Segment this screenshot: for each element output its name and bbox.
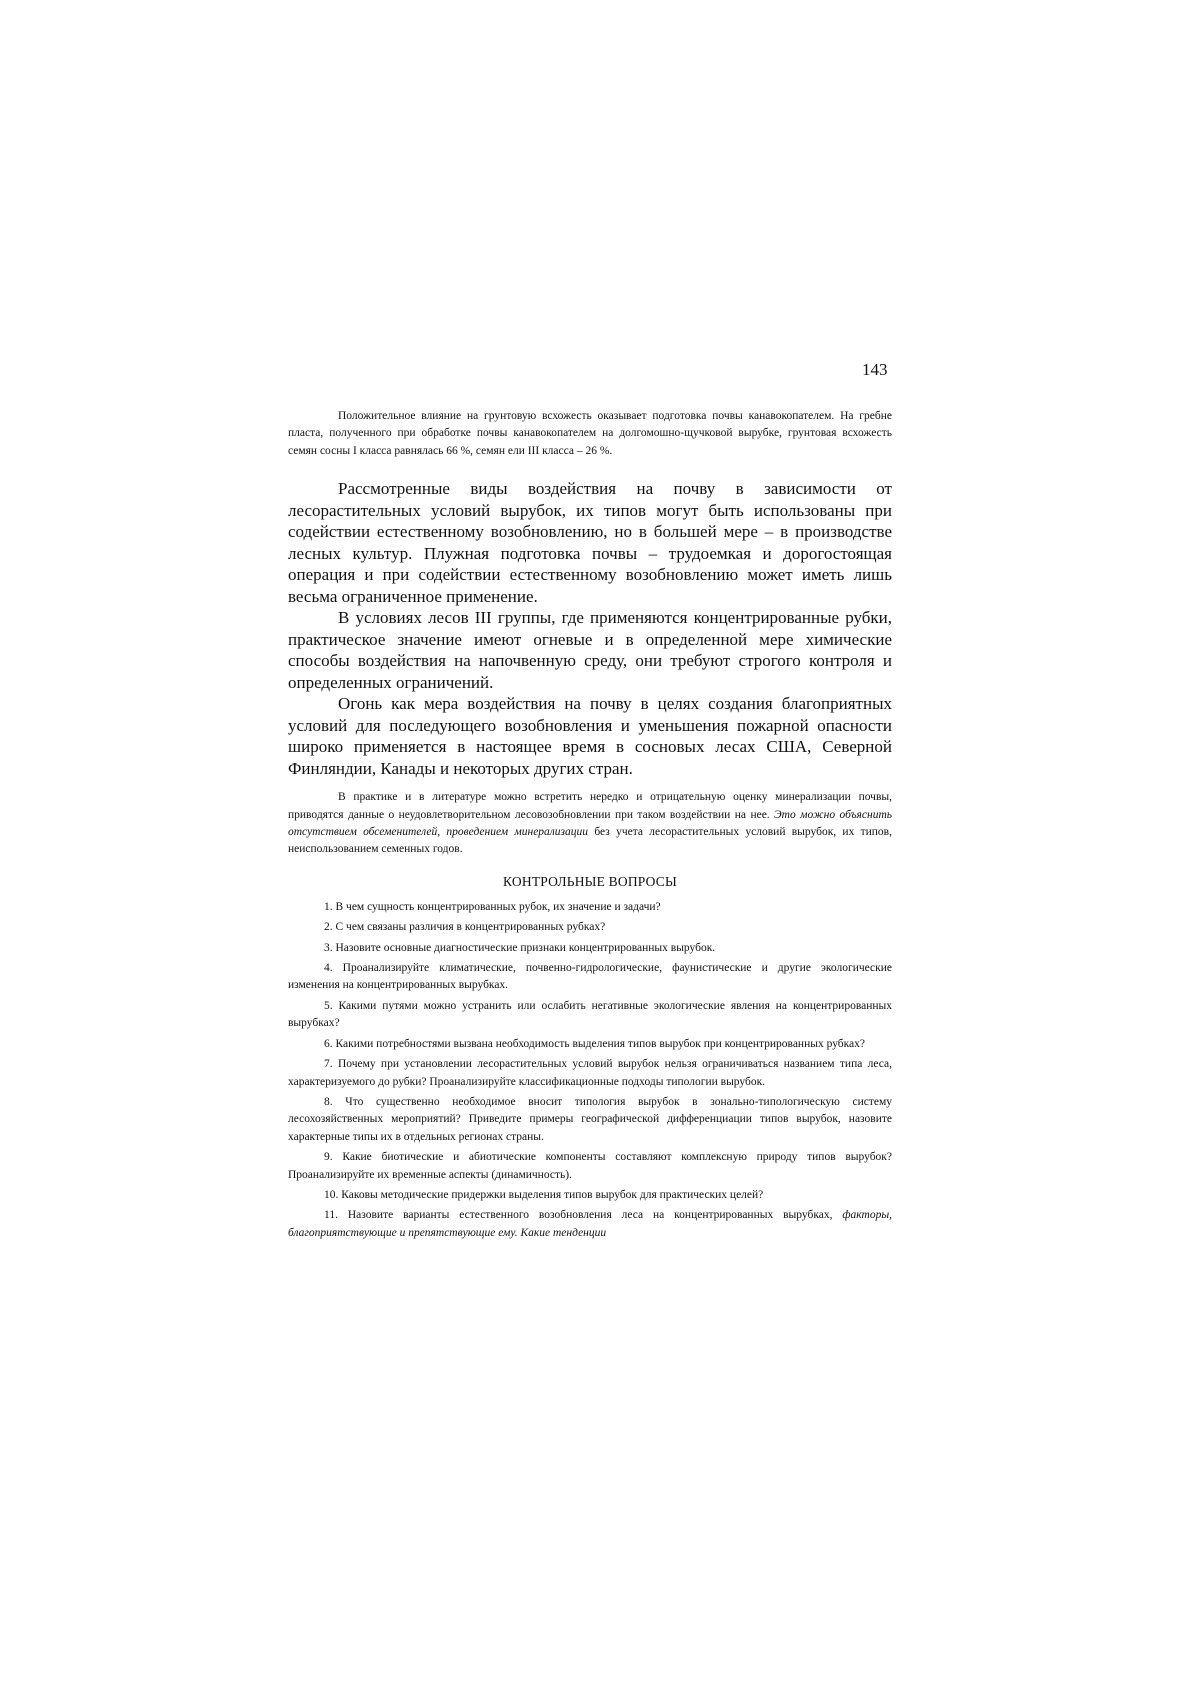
- note-text-part-1: В практике и в литературе можно встретить нередко и отрицательную оценку минерализации почвы, приводятся данные о неудовлетворительном лесовозобновлении при таком воздействии на нее.: [288, 791, 892, 821]
- question-item-6: 6. Какими потребностями вызвана необходимость выделения типов вырубок при концентрированных рубках?: [324, 1037, 866, 1050]
- question-item-4: 4. Проанализируйте климатические, почвенно-гидрологические, фаунистические и другие экологические изменения на концентрированных вырубках.: [288, 962, 892, 992]
- section-title: КОНТРОЛЬНЫЕ ВОПРОСЫ: [503, 873, 677, 889]
- question-item-2: 2. С чем связаны различия в концентрированных рубках?: [324, 921, 606, 934]
- question-item-9: 9. Какие биотические и абиотические компоненты составляют комплексную природу типов вырубок? Проанализируйте их временные аспекты (динамичность).: [288, 1151, 892, 1181]
- question-item-1: 1. В чем сущность концентрированных рубок, их значение и задачи?: [324, 900, 661, 913]
- question-11-text: 11. Назовите варианты естественного возобновления леса на концентрированных вырубках,: [324, 1209, 843, 1222]
- question-item-8: 8. Что существенно необходимое вносит типология вырубок в зонально-типологическую систему лесохозяйственных мероприятий? Приведите примеры географической дифференциации типов вырубок, назовите характерные типы их в отдельных регионах страны.: [288, 1095, 892, 1143]
- main-body: [288, 478, 892, 779]
- paragraph-3: Огонь как мера воздействия на почву в целях создания благоприятных условий для последующего возобновления и уменьшения пожарной опасности широко применяется в настоящее время в сосновых лесах США, Северной Финляндии, Канады и некоторых других стран.: [288, 694, 892, 778]
- intro-small-paragraph: Положительное влияние на грунтовую всхожесть оказывает подготовка почвы канавокопателем. На гребне пласта, полученного при обработке почвы канавокопателем на долгомошно-щучковой вырубке, грунтовая всхожесть семян сосны I класса равнялась 66 %, семян ели III класса – 26 %.: [288, 410, 892, 457]
- page-content: [288, 408, 892, 1245]
- page-number: 143: [862, 360, 888, 379]
- paragraph-2: В условиях лесов III группы, где применяются концентрированные рубки, практическое значение имеют огневые и в определенной мере химические способы воздействия на напочвенную среду, они требуют строгого контроля и определенных ограничений.: [288, 608, 892, 692]
- question-item-11: [288, 1207, 892, 1242]
- note-text-part-3: без учета лесорастительных условий вырубок, их типов, неиспользованием семенных годов.: [288, 826, 892, 856]
- question-item-3: 3. Назовите основные диагностические признаки концентрированных вырубок.: [324, 941, 716, 954]
- question-item-10: 10. Каковы методические придержки выделения типов вырубок для практических целей?: [324, 1188, 764, 1201]
- small-note-paragraph: [288, 789, 892, 859]
- note-text-italic: Это можно объяснить отсутствием обсеменителей, проведением минерализации: [288, 808, 892, 839]
- question-11-italic: факторы, благоприятствующие и препятствующие ему. Какие тенденции: [288, 1209, 892, 1239]
- questions-list: [288, 899, 892, 1242]
- question-item-7: 7. Почему при установлении лесорастительных условий вырубок нельзя ограничиваться названием типа леса, характеризуемого до рубки? Проанализируйте классификационные подходы типологии вырубок.: [288, 1058, 892, 1088]
- question-item-5: 5. Какими путями можно устранить или ослабить негативные экологические явления на концентрированных вырубках?: [288, 999, 892, 1030]
- paragraph-1: Рассмотренные виды воздействия на почву в зависимости от лесорастительных условий вырубок, их типов могут быть использованы при содействии естественному возобновлению, но в большей мере – в производстве лесных культур. Плужная подготовка почвы – трудоемкая и дорогостоящая операция и при содействии естественному возобновлению может иметь лишь весьма ограниченное применение.: [288, 479, 892, 606]
